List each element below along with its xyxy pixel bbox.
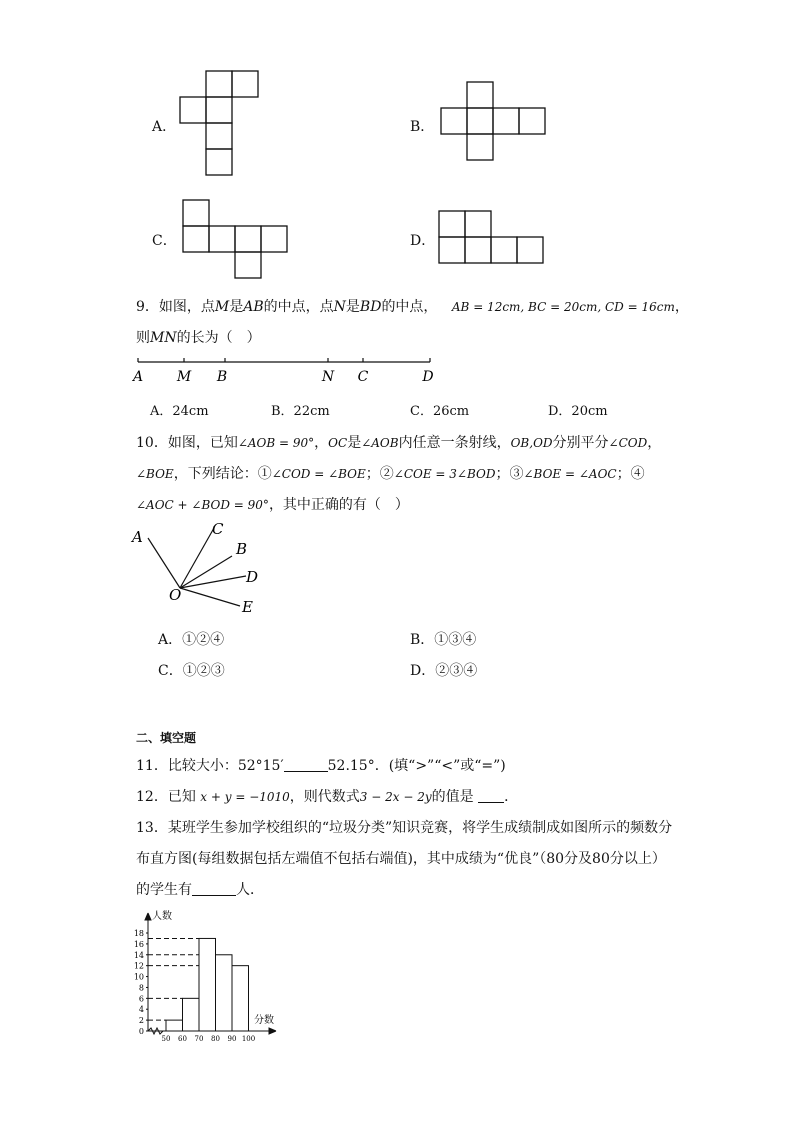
q9-option-b: B．22cm [271,404,330,419]
q8-option-a-label: A． [152,119,177,135]
q9-given: AB = 12cm, BC = 20cm, CD = 16cm [451,300,675,314]
q10-label-o: O [169,586,182,604]
q10-option-b: B．①③④ [410,632,477,648]
q9-option-a: A．24cm [150,404,209,419]
q10-option-c: C．①②③ [158,663,225,679]
q11-answer-blank[interactable] [284,757,328,772]
histogram-y-tick-label: 6 [138,994,144,1004]
histogram-bar-70-80 [199,938,216,1031]
q9-point-d: D [422,369,434,385]
histogram-y-tick-label: 14 [133,950,144,960]
histogram-ylabel: 人数 [152,911,172,922]
q9-point-n: N [321,369,335,385]
section-title: 二、填空题 [136,731,197,745]
q9-point-c: C [357,369,369,385]
histogram-x-tick-label: 60 [178,1035,187,1043]
q10-angle-figure [128,518,268,618]
histogram-x-tick-label: 100 [241,1035,256,1043]
histogram-bar-80-90 [216,955,233,1031]
q10-label-e: E [242,598,253,616]
q13-answer-blank[interactable] [192,881,236,896]
histogram-y-tick-label: 2 [138,1016,144,1026]
histogram-x-arrow [269,1028,276,1034]
q9-point-m: M [176,369,192,385]
q10-label-d: D [246,568,259,586]
q8-option-d-label: D． [410,233,436,249]
histogram-bar-60-70 [183,998,200,1031]
q10-line-2: ∠BOE，下列结论：①∠COD = ∠BOE；②∠COE = 3∠BOD；③∠BOE = ∠AOC；④ [136,466,645,482]
histogram-x-tick-label: 80 [211,1035,220,1043]
histogram-y-tick-label: 8 [138,983,144,993]
q8-option-d-net [438,210,546,265]
histogram-y-tick-label: 18 [133,929,144,938]
histogram-x-tick-label: 90 [227,1035,237,1043]
histogram-y-arrow [145,913,151,920]
q10-label-a: A [132,528,143,546]
q10-option-d: D．②③④ [410,663,478,679]
q8-option-c-label: C． [152,233,177,249]
histogram-y-tick-label: 4 [138,1005,144,1015]
q9-option-c: C．26cm [410,404,470,419]
histogram-bar-50-60 [166,1020,183,1031]
q12-line: 12．已知 x + y = −1010，则代数式3 − 2x − 2y的值是 ． [136,789,519,805]
histogram-y-tick-label: 0 [138,1027,144,1036]
q9-segment-figure [128,354,443,390]
q9-line-1: 9．如图，点M是AB的中点，点N是BD的中点， AB = 12cm, BC = 20cm, CD = 16cm， [136,299,689,315]
q13-line-3: 的学生有 人． [136,882,264,898]
q12-answer-blank[interactable] [478,788,504,803]
q10-option-a: A．①②④ [158,632,225,648]
histogram-x-tick-label: 70 [194,1035,204,1043]
histogram-x-tick-label: 50 [161,1035,171,1043]
histogram-bar-90-100 [232,966,249,1031]
q8-option-b-label: B． [410,119,435,135]
q13-line-2: 布直方图(每组数据包括左端值不包括右端值)，其中成绩为“优良”（80分及80分以上） [136,851,666,867]
histogram-y-tick-label: 12 [133,961,144,971]
q10-line-3: ∠AOC + ∠BOD = 90°，其中正确的有（ ） [136,497,409,513]
histogram-y-tick-label: 16 [133,939,144,949]
q8-option-c-net [182,199,290,279]
q8-option-b-net [440,81,548,163]
q9-point-a: A [132,369,144,385]
q10-label-b: B [236,540,248,558]
histogram-xlabel: 分数 [254,1015,274,1026]
q10-line-1: 10．如图，已知∠AOB = 90°，OC是∠AOB内任意一条射线，OB,OD分别平分∠COD， [136,435,662,451]
q11-line: 11．比较大小：52°15′ 52.15°．(填“>”“<”或“=”) [136,758,506,774]
q10-label-c: C [212,520,224,538]
q9-point-b: B [216,369,228,385]
histogram-y-tick-label: 10 [133,972,144,982]
q9-option-d: D．20cm [548,404,608,419]
q13-histogram [128,905,288,1045]
q9-line-2: 则MN的长为（ ） [136,330,261,346]
q8-option-a-net [178,70,260,176]
q13-line-1: 13．某班学生参加学校组织的“垃圾分类”知识竞赛，将学生成绩制成如图所示的频数分 [136,820,673,836]
